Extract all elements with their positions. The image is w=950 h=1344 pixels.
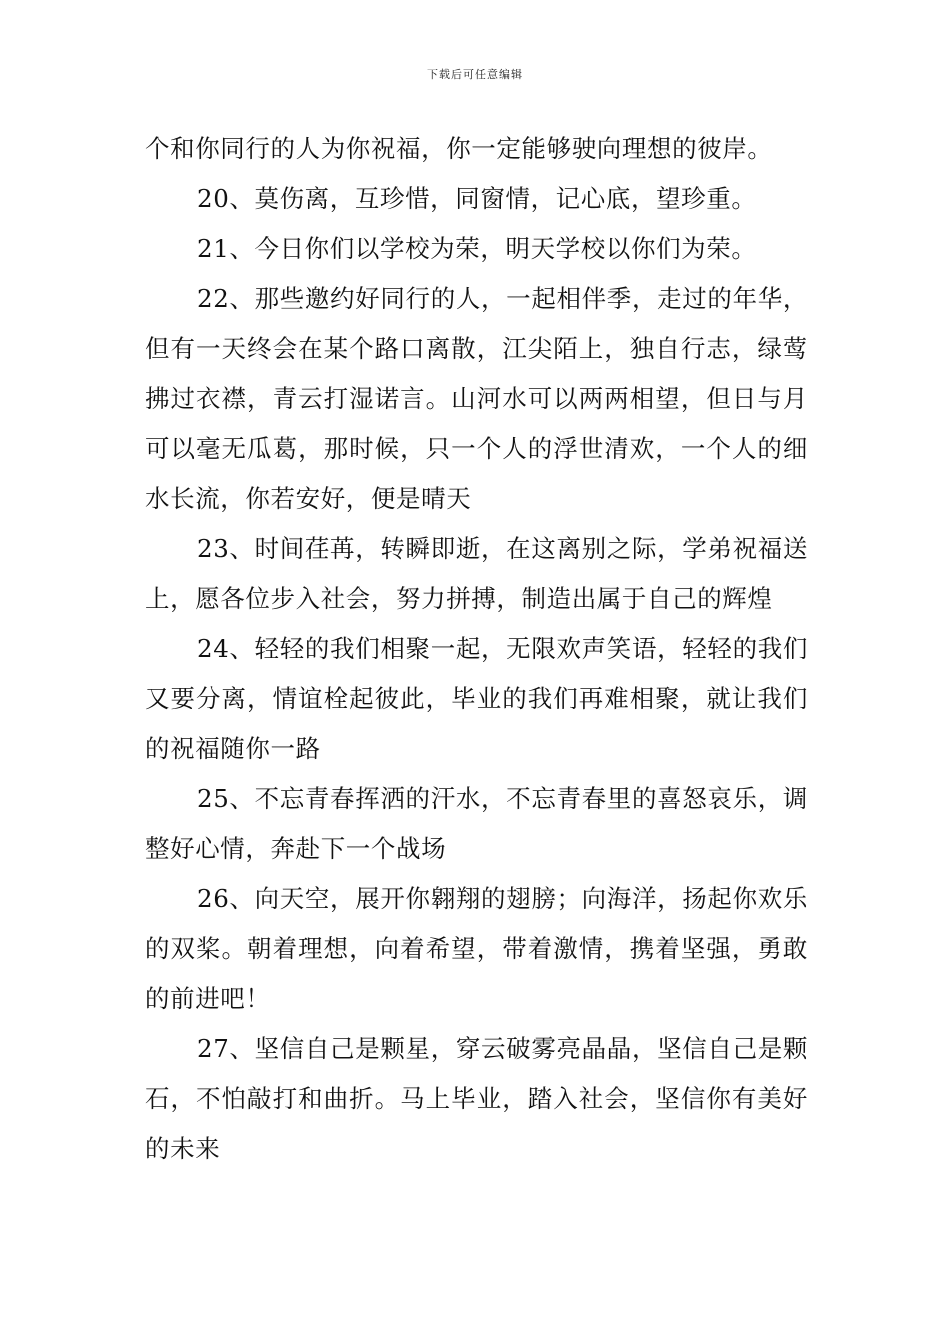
paragraph-20: 20、莫伤离，互珍惜，同窗情，记心底，望珍重。 — [197, 184, 757, 213]
header-note: 下载后可任意编辑 — [427, 68, 523, 81]
paragraph-21: 21、今日你们以学校为荣，明天学校以你们为荣。 — [197, 234, 757, 263]
paragraph-26: 26、向天空，展开你翱翔的翅膀；向海洋，扬起你欢乐的双桨。朝着理想，向着希望，带着激情，携着坚强，勇敢的前进吧！ — [145, 884, 808, 1013]
paragraph-25: 25、不忘青春挥洒的汗水，不忘青春里的喜怒哀乐，调整好心情，奔赴下一个战场 — [145, 784, 808, 863]
document-body — [145, 124, 808, 1174]
paragraph-24: 24、轻轻的我们相聚一起，无限欢声笑语，轻轻的我们又要分离，情谊栓起彼此，毕业的我们再难相聚，就让我们的祝福随你一路 — [145, 634, 808, 763]
paragraph-continuation: 个和你同行的人为你祝福，你一定能够驶向理想的彼岸。 — [145, 134, 773, 163]
paragraph-23: 23、时间荏苒，转瞬即逝，在这离别之际，学弟祝福送上，愿各位步入社会，努力拼搏，制造出属于自己的辉煌 — [145, 534, 808, 613]
paragraph-27: 27、坚信自己是颗星，穿云破雾亮晶晶，坚信自己是颗石，不怕敲打和曲折。马上毕业，踏入社会，坚信你有美好的未来 — [145, 1034, 808, 1163]
paragraph-22: 22、那些邀约好同行的人，一起相伴季，走过的年华，但有一天终会在某个路口离散，江尖陌上，独自行志，绿莺拂过衣襟，青云打湿诺言。山河水可以两两相望，但日与月可以毫无瓜葛，那时候，只一个人的浮世清欢，一个人的细水长流，你若安好，便是晴天 — [145, 284, 808, 513]
